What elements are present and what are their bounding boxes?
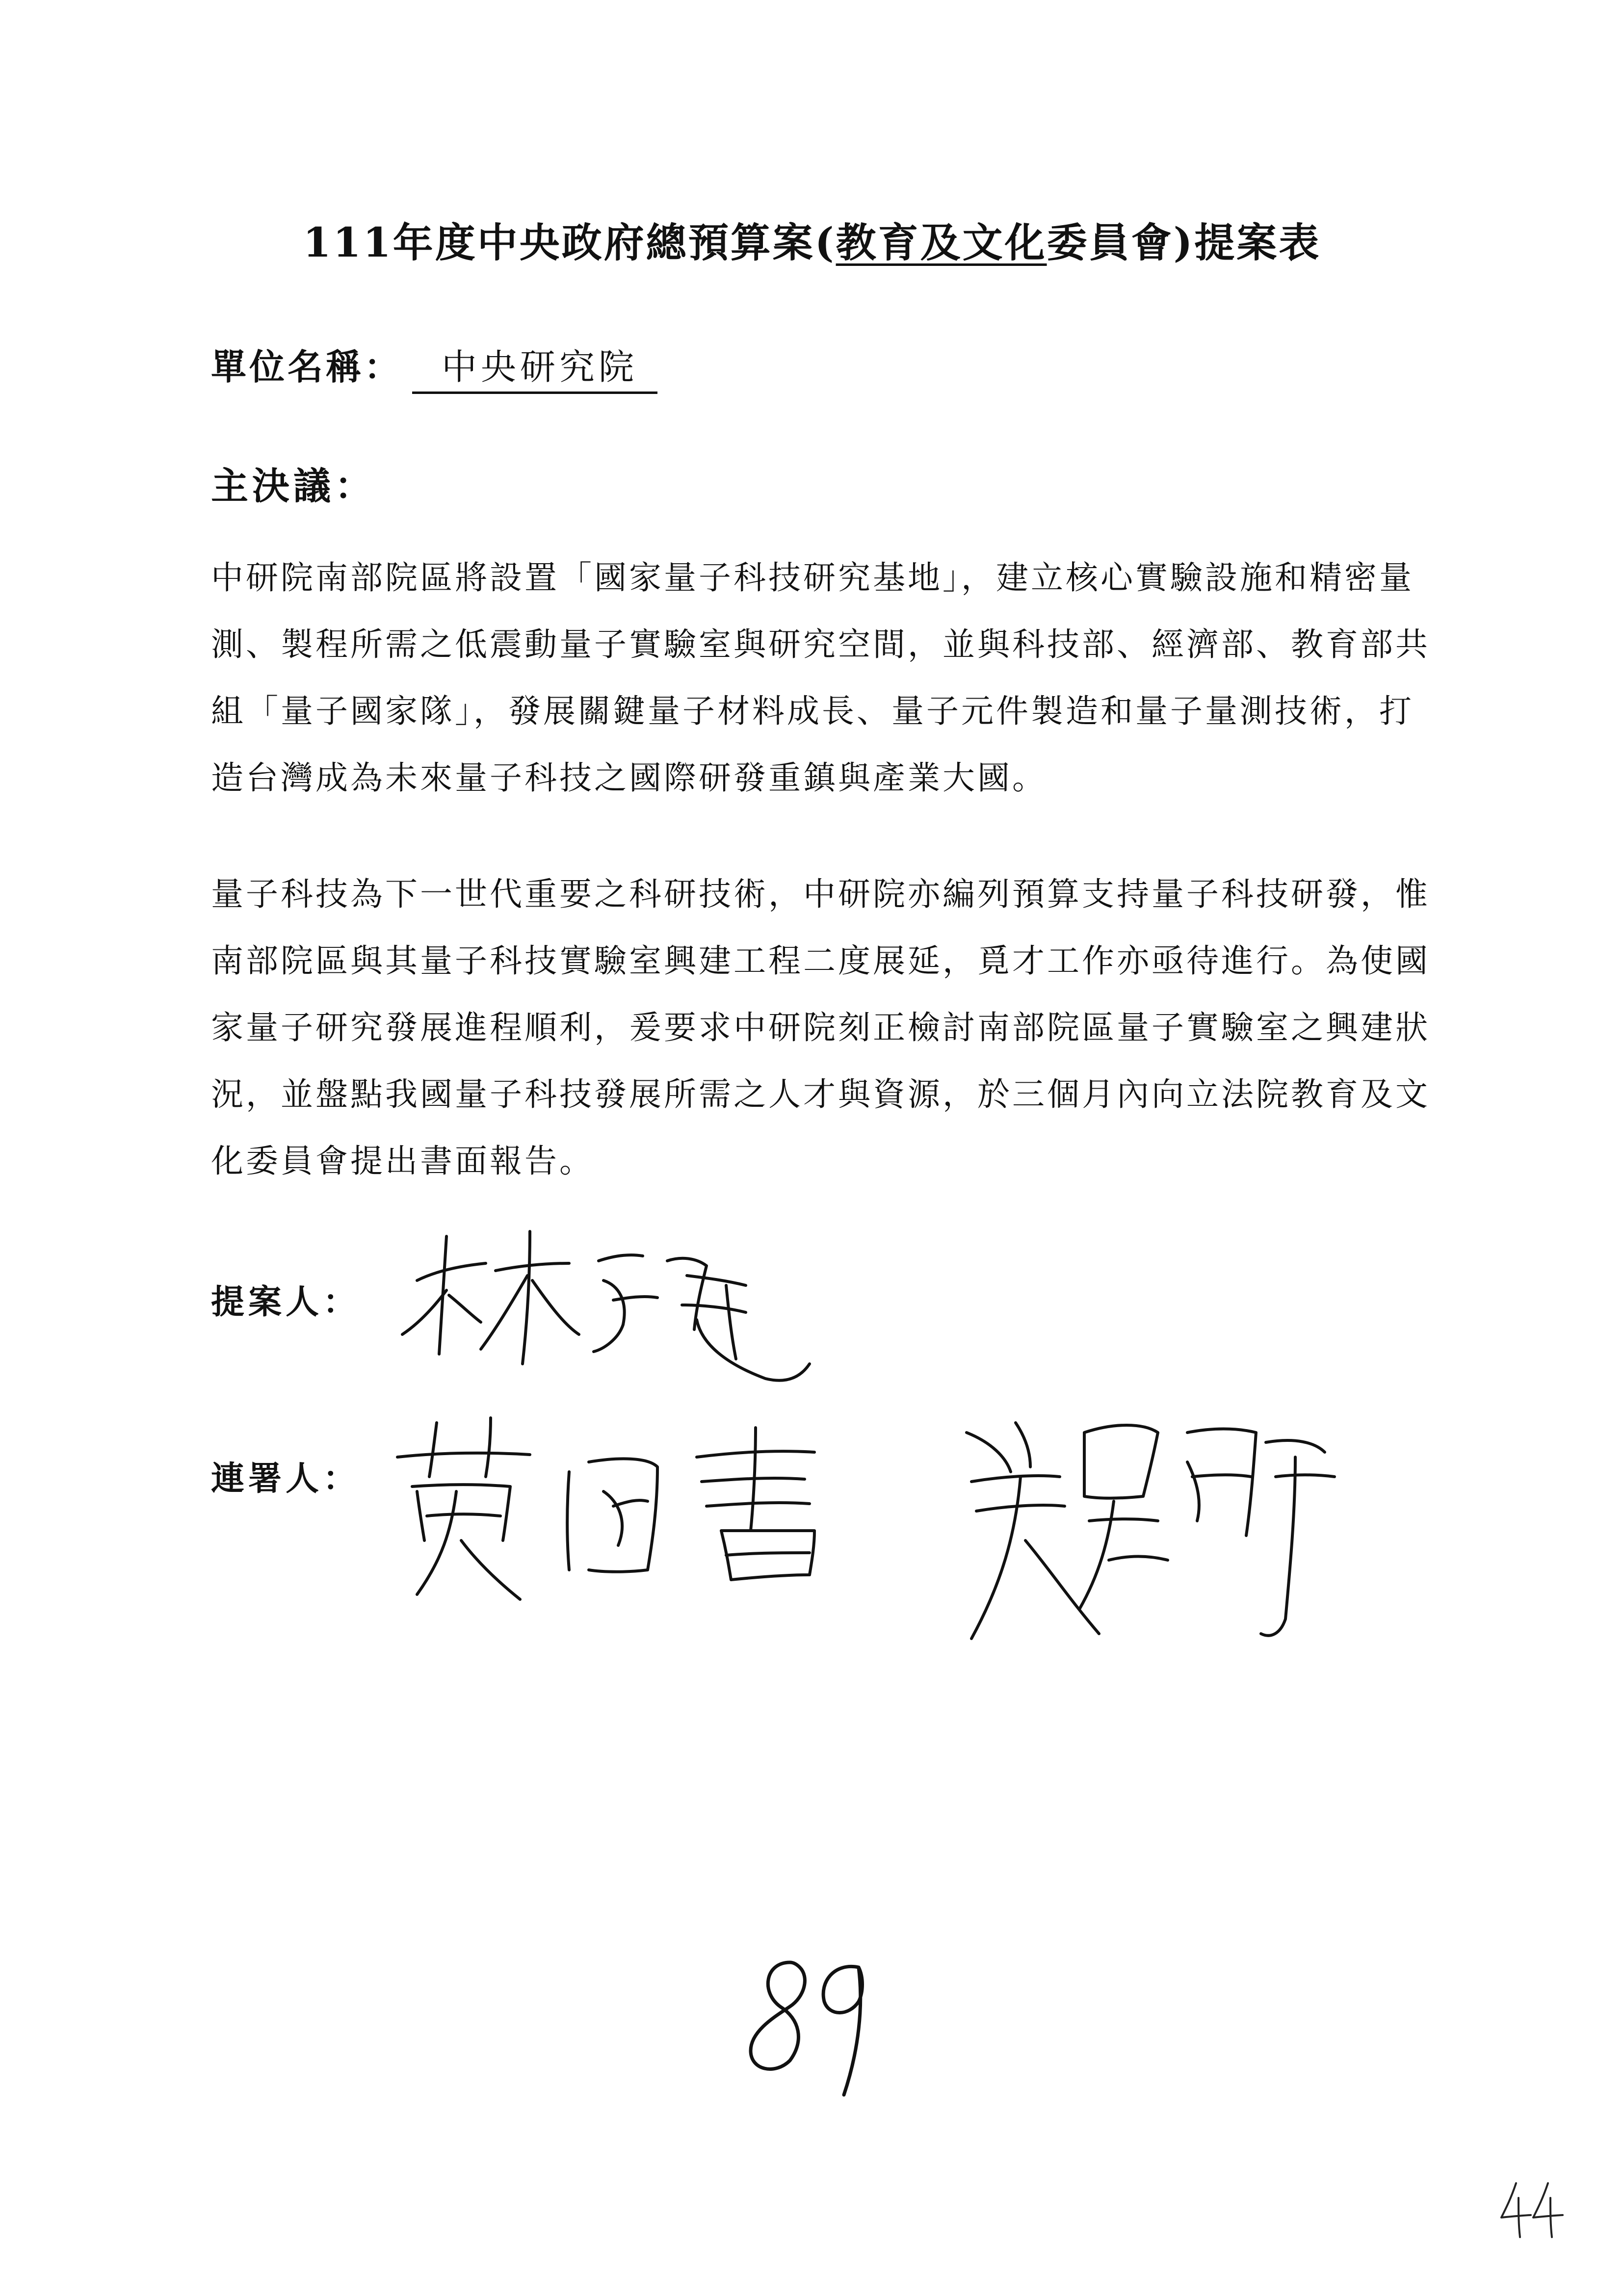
unit-label: 單位名稱：	[211, 346, 403, 388]
handwritten-page-number	[736, 1948, 883, 2105]
title-prefix: 111年度中央政府總預算案(	[303, 219, 836, 266]
cosigner-label: 連署人：	[211, 1459, 361, 1498]
resolution-paragraph-2: 量子科技為下一世代重要之科研技術，中研院亦編列預算支持量子科技研發，惟南部院區與其量子科技實驗室興建工程二度展延，覓才工作亦亟待進行。為使國家量子研究發展進程順利，爰要求中研院刻正檢討南部院區量子實驗室之興建狀況，並盤點我國量子科技發展所需之人才與資源，於三個月內向立法院教育及文化委員會提出書面報告。	[211, 875, 1430, 1180]
cosigner-signature-1	[383, 1403, 898, 1614]
proposer-label: 提案人：	[211, 1282, 361, 1322]
proposer-signature	[383, 1217, 824, 1403]
resolution-paragraph-1: 中研院南部院區將設置「國家量子科技研究基地」，建立核心實驗設施和精密量測、製程所需之低震動量子實驗室與研究空間，並與科技部、經濟部、教育部共組「量子國家隊」，發展關鍵量子材料成長、量子元件製造和量子量測技術，打造台灣成為未來量子科技之國際研發重鎮與產業大國。	[211, 559, 1430, 797]
corner-page-number	[1496, 2178, 1565, 2242]
title-suffix: 委員會)提案表	[1047, 219, 1321, 266]
document-title	[0, 211, 1624, 268]
unit-value: 中央研究院	[412, 339, 657, 394]
cosigner-signature-2	[952, 1403, 1344, 1678]
unit-name-row	[211, 339, 657, 394]
resolution-heading: 主決議：	[211, 464, 376, 508]
title-committee: 教育及文化	[836, 219, 1047, 266]
